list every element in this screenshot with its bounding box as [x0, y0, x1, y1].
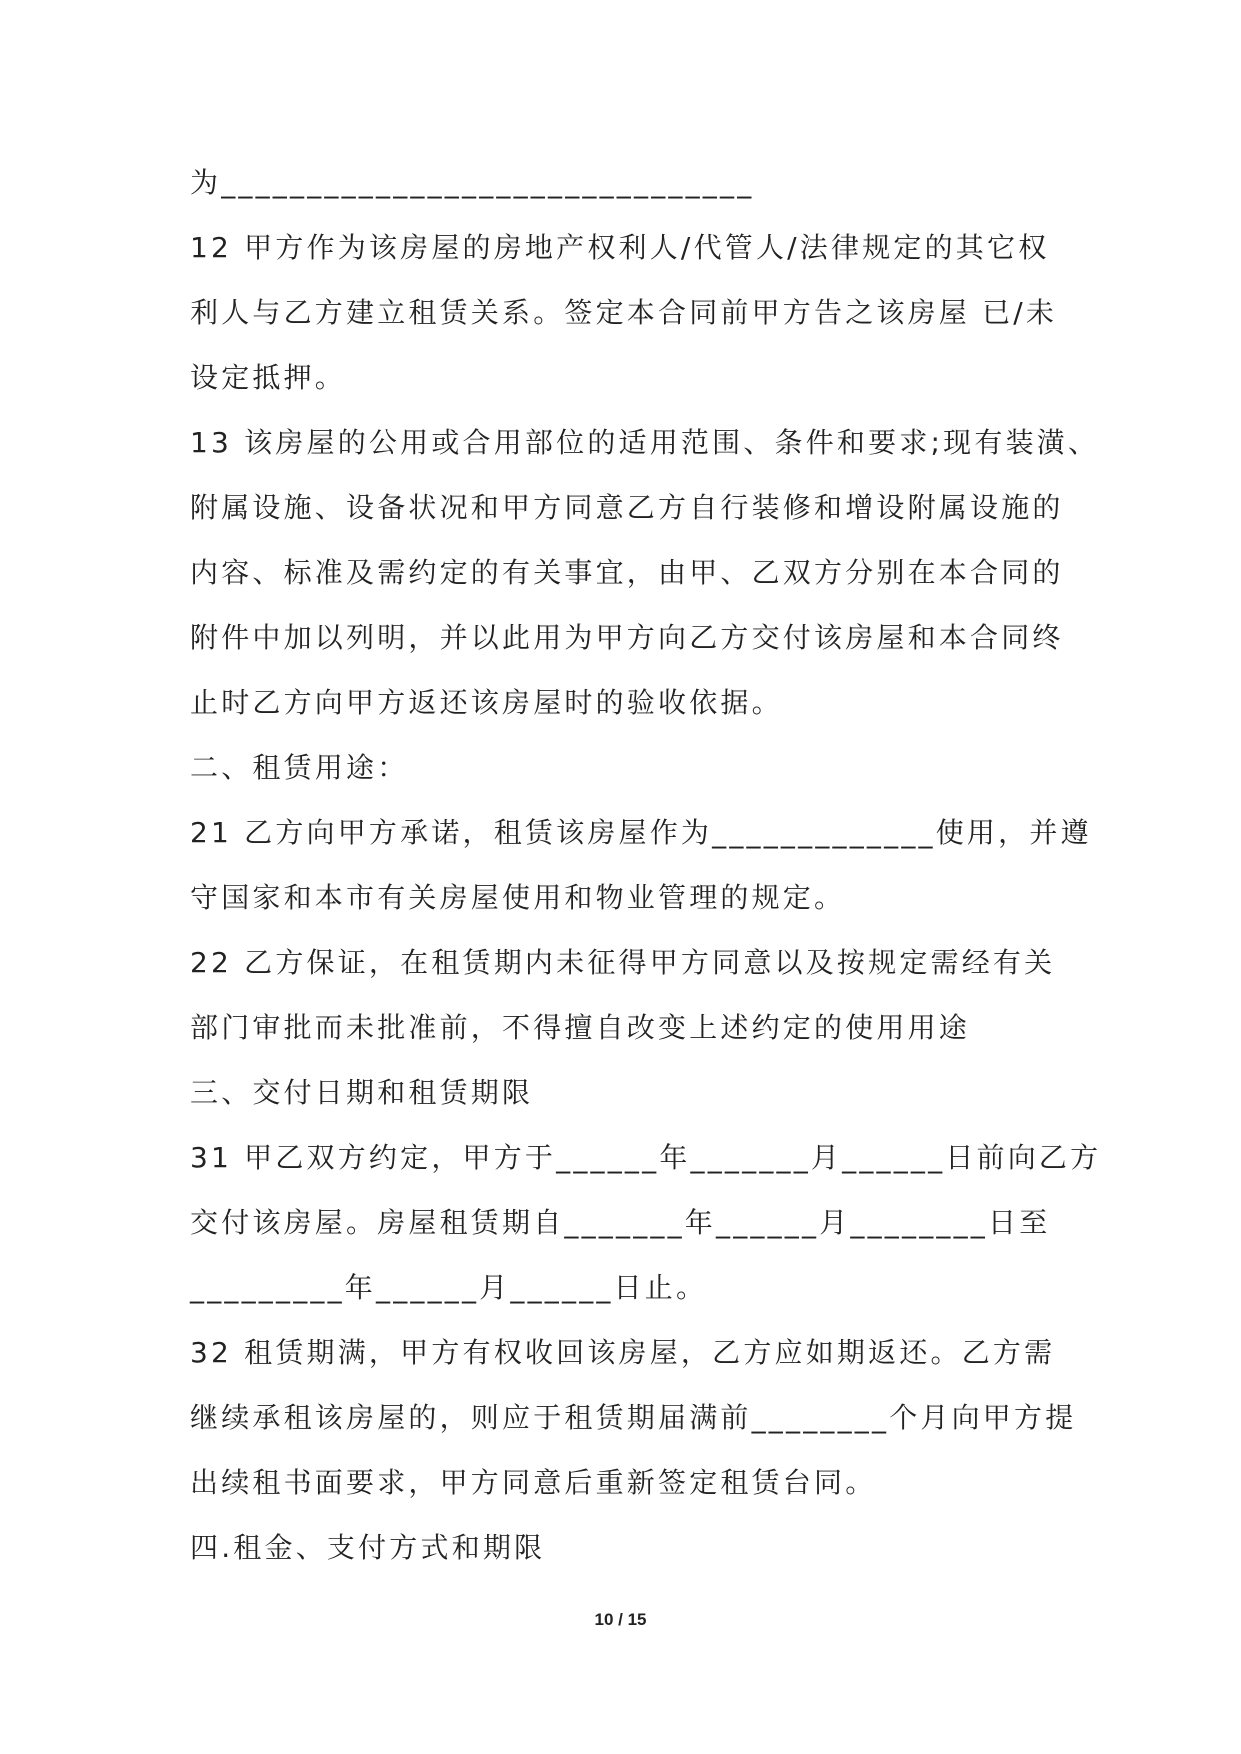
- text-line: 31 甲乙双方约定，甲方于______年_______月______日前向乙方: [190, 1141, 1102, 1174]
- text-line: 利人与乙方建立租赁关系。签定本合同前甲方告之该房屋 已/未: [190, 296, 1058, 329]
- text-line: 部门审批而未批准前，不得擅自改变上述约定的使用用途: [190, 1011, 971, 1044]
- body-text: [190, 150, 1102, 1580]
- text-line: 为_______________________________: [190, 166, 755, 199]
- text-line: 交付该房屋。房屋租赁期自_______年______月________日至: [190, 1206, 1051, 1239]
- text-line: 12 甲方作为该房屋的房地产权利人/代管人/法律规定的其它权: [190, 231, 1050, 264]
- text-line: 内容、标准及需约定的有关事宜，由甲、乙双方分别在本合同的: [190, 556, 1064, 589]
- section-heading: 四.租金、支付方式和期限: [190, 1531, 546, 1564]
- text-line: 止时乙方向甲方返还该房屋时的验收依据。: [190, 686, 783, 719]
- text-line: 13 该房屋的公用或合用部位的适用范围、条件和要求;现有装潢、: [190, 426, 1100, 459]
- text-line: 附件中加以列明，并以此用为甲方向乙方交付该房屋和本合同终: [190, 621, 1064, 654]
- text-line: 附属设施、设备状况和甲方同意乙方自行装修和增设附属设施的: [190, 491, 1064, 524]
- text-line: 22 乙方保证，在租赁期内未征得甲方同意以及按规定需经有关: [190, 946, 1056, 979]
- section-heading: 二、租赁用途：: [190, 751, 409, 784]
- text-line: 出续租书面要求，甲方同意后重新签定租赁台同。: [190, 1466, 877, 1499]
- section-heading: 三、交付日期和租赁期限: [190, 1076, 534, 1109]
- text-line: 继续承租该房屋的，则应于租赁期届满前________个月向甲方提: [190, 1401, 1077, 1434]
- text-line: 守国家和本市有关房屋使用和物业管理的规定。: [190, 881, 846, 914]
- text-line: 32 租赁期满，甲方有权收回该房屋，乙方应如期返还。乙方需: [190, 1336, 1056, 1369]
- text-line: 设定抵押。: [190, 361, 347, 394]
- text-line: _________年______月______日止。: [190, 1271, 708, 1304]
- page-number: 10 / 15: [594, 1610, 647, 1629]
- text-line: 21 乙方向甲方承诺，租赁该房屋作为_____________使用，并遵: [190, 816, 1092, 849]
